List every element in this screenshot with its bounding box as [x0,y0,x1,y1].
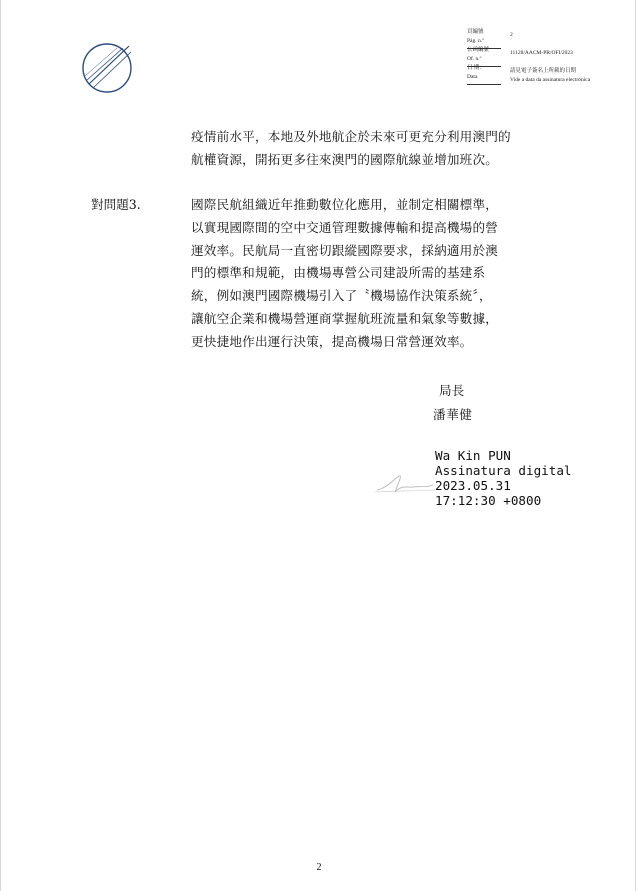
office-ref-value: 11128/AACM-PR/OFI/2023 [510,50,573,56]
signatory-name: 潘華健 [433,407,473,422]
digital-signature-line: 2023.05.31 [435,478,511,493]
paragraph-continued [191,126,581,172]
date-row [467,66,617,75]
date-row-pt [467,75,617,84]
page-ref-row [467,30,617,39]
text-line: 疫情前水平，本地及外地航企於未來可更充分利用澳門的 [191,129,511,144]
text-line: 更快捷地作出運行決策，提高機場日常營運效率。 [191,333,473,349]
answer-paragraph [191,194,581,354]
text-line: 以實現國際間的空中交通管理數據傳輸和提高機場的營 [191,219,499,235]
text-line: 運效率。民航局一直密切跟縱國際要求，採納適用於澳 [191,242,499,258]
digital-signature-line: Wa Kin PUN [435,448,511,463]
digital-signature-line: Assinatura digital [435,463,572,478]
page-ref-label-zh: 頁編號 [467,29,484,35]
handwritten-signature-icon [373,470,437,496]
office-ref-row-pt [467,57,617,66]
page-ref-row-pt [467,39,617,48]
text-line: 航權資源，開拓更多往來澳門的國際航線並增加班次。 [191,151,499,167]
aacm-logo-icon [79,40,135,96]
document-reference-block [467,30,617,84]
signatory-title: 局長 [439,383,465,398]
office-ref-label-pt: Of. n.º [467,56,482,62]
date-value-pt: Vide a data da assinatura electrónica [510,77,591,83]
text-line: 統，例如澳門國際機場引入了〝機場協作決策系統〞， [191,288,492,304]
digital-signature-line: 17:12:30 +0800 [435,493,542,508]
text-line: 門的標準和規範，由機場專營公司建設所需的基建系 [191,265,486,281]
page-ref-label-pt: Pág. n.º [467,38,484,44]
question-label: 對問題3. [91,197,141,212]
date-label-zh: 日 期： [467,65,485,71]
page-number: 2 [316,862,322,873]
text-line: 讓航空企業和機場營運商掌握航班流量和氣象等數據， [191,310,499,326]
office-ref-label-zh: 公函編號 [467,47,490,53]
text-line: 國際民航組織近年推動數位化應用，並制定相關標準， [191,197,499,212]
label-underline [467,84,501,85]
page-ref-value: 2 [510,32,513,38]
date-value: 請見電子簽名上所載的日期 [510,68,577,74]
office-ref-row [467,48,617,57]
digital-signature-block [435,448,571,508]
date-label-pt: Data [467,74,478,80]
